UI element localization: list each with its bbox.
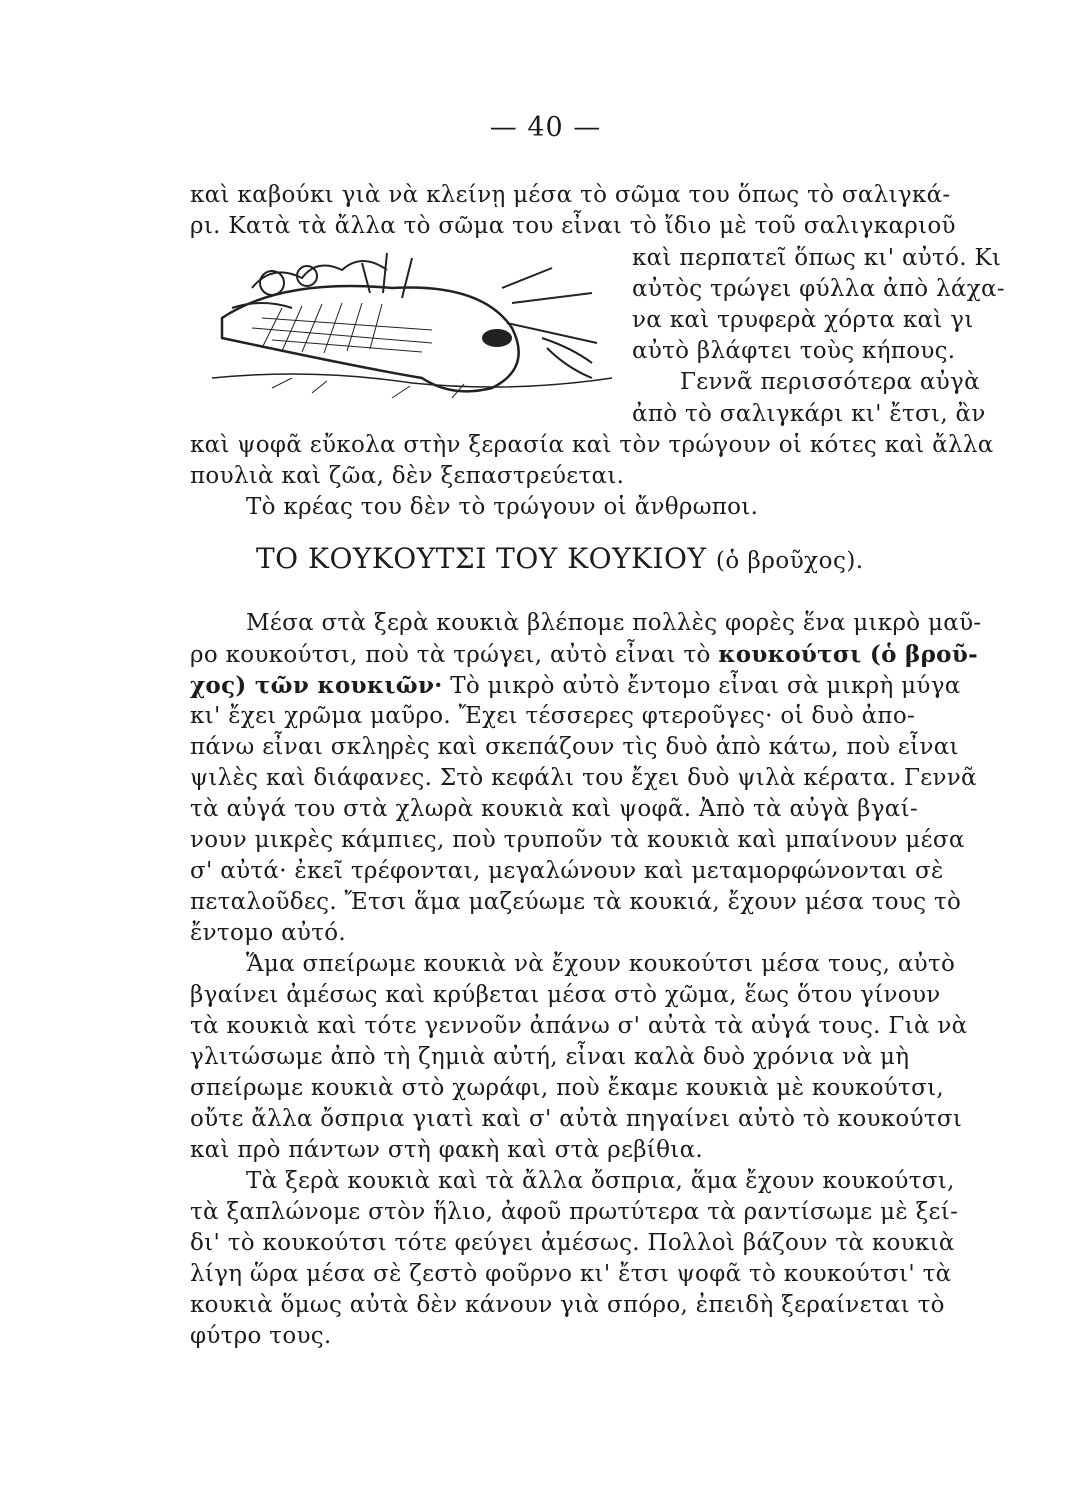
text-line: ρι. Κατὰ τὰ ἄλλα τὸ σῶμα του εἶναι τὸ ἴδιο μὲ τοῦ σαλιγκαριοῦ bbox=[190, 213, 956, 239]
text-segment: ρο κουκούτσι, ποὺ τὰ τρώγει, αὐτὸ εἶναι τὸ bbox=[190, 642, 719, 668]
text-line: πουλιὰ καὶ ζῶα, δὲν ξεπαστρεύεται. bbox=[190, 463, 625, 489]
text-line: δι' τὸ κουκούτσι τότε φεύγει ἀμέσως. Πολλοὶ βάζουν τὰ κουκιὰ bbox=[190, 1230, 955, 1256]
text-line: λίγη ὥρα μέσα σὲ ζεστὸ φοῦρνο κι' ἔτσι ψοφᾶ τὸ κουκούτσι' τὰ bbox=[190, 1261, 952, 1287]
text-line: καὶ περπατεῖ ὅπως κι' αὐτό. Κι bbox=[632, 245, 1002, 271]
text-line: καὶ καβούκι γιὰ νὰ κλείνῃ μέσα τὸ σῶμα του ὅπως τὸ σαλιγκά- bbox=[190, 182, 951, 208]
text-line: τὰ αὐγά του στὰ χλωρὰ κουκιὰ καὶ ψοφᾶ. Ἀπὸ τὰ αὐγὰ βγαί- bbox=[190, 796, 918, 822]
bold-term: χος) τῶν κουκιῶν· bbox=[190, 672, 443, 699]
text-line: να καὶ τρυφερὰ χόρτα καὶ γι bbox=[632, 307, 974, 333]
page-number: — 40 — bbox=[489, 112, 602, 143]
text-line: πεταλοῦδες. Ἔτσι ἅμα μαζεύωμε τὰ κουκιά, ἔχουν μέσα τους τὸ bbox=[190, 889, 962, 915]
text-segment: Τὸ μικρὸ αὐτὸ ἔντομο εἶναι σὰ μικρὴ μύγα bbox=[442, 673, 961, 699]
text-line: Τὸ κρέας του δὲν τὸ τρώγουν οἱ ἄνθρωποι. bbox=[246, 494, 759, 520]
text-line: Τὰ ξερὰ κουκιὰ καὶ τὰ ἄλλα ὄσπρια, ἅμα ἔχουν κουκούτσι, bbox=[246, 1168, 955, 1194]
text-line: γλιτώσωμε ἀπὸ τὴ ζημιὰ αὐτή, εἶναι καλὰ δυὸ χρόνια νὰ μὴ bbox=[190, 1044, 910, 1070]
text-line: Ἅμα σπείρωμε κουκιὰ νὰ ἔχουν κουκούτσι μέσα τους, αὐτὸ bbox=[246, 951, 956, 977]
text-line: Μέσα στὰ ξερὰ κουκιὰ βλέπομε πολλὲς φορὲς ἕνα μικρὸ μαῦ- bbox=[246, 610, 982, 636]
text-line: καὶ ψοφᾶ εὔκολα στὴν ξερασία καὶ τὸν τρώγουν οἱ κότες καὶ ἄλλα bbox=[190, 432, 994, 458]
section-title-sub: (ὁ βροῦχος). bbox=[715, 548, 864, 574]
text-line: βγαίνει ἀμέσως καὶ κρύβεται μέσα στὸ χῶμα, ἕως ὅτου γίνουν bbox=[190, 982, 941, 1008]
text-line: οὔτε ἄλλα ὄσπρια γιατὶ καὶ σ' αὐτὰ πηγαίνει αὐτὸ τὸ κουκούτσι bbox=[190, 1106, 963, 1132]
text-line: ψιλὲς καὶ διάφανες. Στὸ κεφάλι του ἔχει δυὸ ψιλὰ κέρατα. Γεννᾶ bbox=[190, 765, 977, 791]
text-line bbox=[190, 672, 961, 699]
text-line: σ' αὐτά· ἐκεῖ τρέφονται, μεγαλώνουν καὶ μεταμορφώνονται σὲ bbox=[190, 858, 944, 884]
bold-term: κουκούτσι (ὁ βροῦ- bbox=[718, 641, 978, 668]
text-line: σπείρωμε κουκιὰ στὸ χωράφι, ποὺ ἔκαμε κουκιὰ μὲ κουκούτσι, bbox=[190, 1075, 944, 1101]
text-line: αὐτὸ βλάφτει τοὺς κήπους. bbox=[632, 338, 956, 364]
text-line bbox=[190, 641, 978, 668]
text-line: τὰ ξαπλώνομε στὸν ἥλιο, ἀφοῦ πρωτύτερα τὰ ραντίσωμε μὲ ξεί- bbox=[190, 1199, 959, 1225]
section-title-main: ΤΟ ΚΟΥΚΟΥΤΣΙ ΤΟΥ ΚΟΥΚΙΟΥ bbox=[256, 542, 707, 575]
text-line: αὐτὸς τρώγει φύλλα ἀπὸ λάχα- bbox=[632, 276, 1005, 302]
slug-illustration-icon bbox=[212, 248, 614, 413]
text-line: Γεννᾶ περισσότερα αὐγὰ bbox=[680, 369, 980, 395]
text-line: κουκιὰ ὅμως αὐτὰ δὲν κάνουν γιὰ σπόρο, ἐπειδὴ ξεραίνεται τὸ bbox=[190, 1292, 945, 1318]
text-line: κι' ἔχει χρῶμα μαῦρο. Ἔχει τέσσερες φτεροῦγες· οἱ δυὸ ἀπο- bbox=[190, 703, 916, 729]
text-line: ἀπὸ τὸ σαλιγκάρι κι' ἔτσι, ἂν bbox=[632, 401, 986, 427]
text-line: καὶ πρὸ πάντων στὴ φακὴ καὶ στὰ ρεβίθια. bbox=[190, 1137, 704, 1163]
text-line: τὰ κουκιὰ καὶ τότε γεννοῦν ἀπάνω σ' αὐτὰ τὰ αὐγά τους. Γιὰ νὰ bbox=[190, 1013, 968, 1039]
text-line: πάνω εἶναι σκληρὲς καὶ σκεπάζουν τὶς δυὸ ἀπὸ κάτω, ποὺ εἶναι bbox=[190, 734, 959, 760]
section-title bbox=[256, 542, 864, 575]
text-line: φύτρο τους. bbox=[190, 1323, 332, 1349]
text-line: ἔντομο αὐτό. bbox=[190, 920, 346, 946]
text-line: νουν μικρὲς κάμπιες, ποὺ τρυποῦν τὰ κουκιὰ καὶ μπαίνουν μέσα bbox=[190, 827, 965, 853]
